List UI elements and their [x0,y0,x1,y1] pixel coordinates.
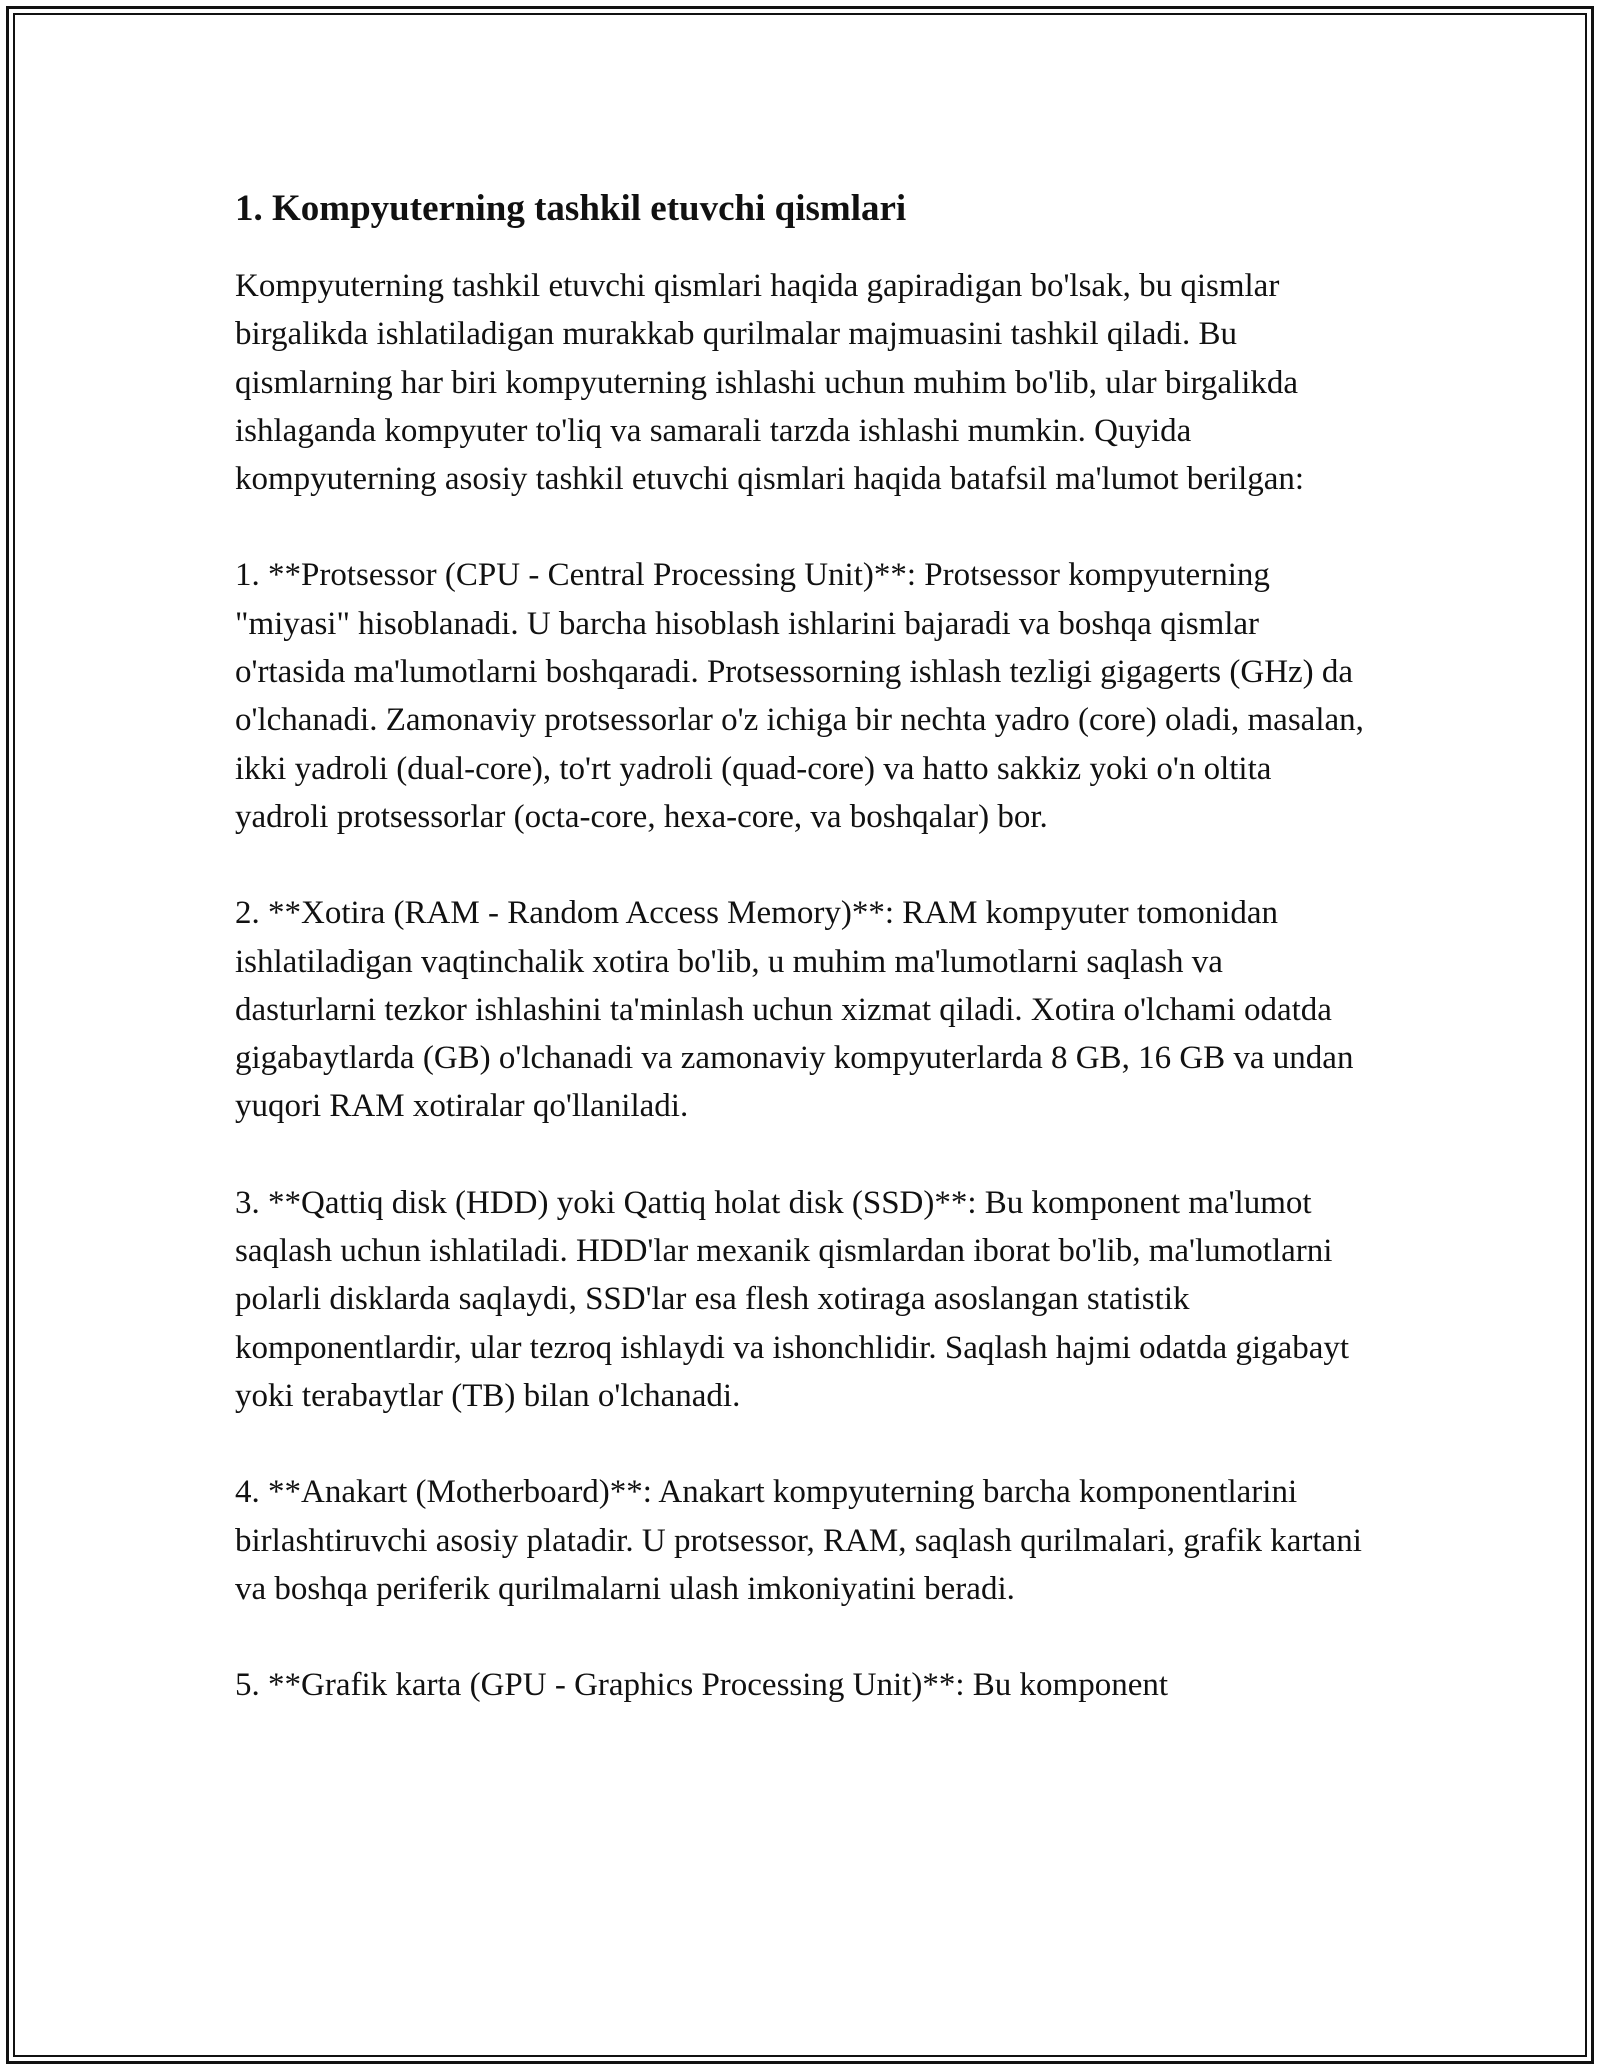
section-heading: 1. Kompyuterning tashkil etuvchi qismlari [235,188,907,229]
paragraph-motherboard: 4. **Anakart (Motherboard)**: Anakart kompyuterning barcha komponentlarini birlashtiruvchi asosiy platadir. U protsessor, RAM, saqlash qurilmalari, grafik kartani va boshqa periferik qurilmalarni ulash imkoniyatini beradi. [235,1474,1362,1607]
paragraph-ram: 2. **Xotira (RAM - Random Access Memory)**: RAM kompyuter tomonidan ishlatiladigan vaqtinchalik xotira bo'lib, u muhim ma'lumotlarni saqlash va dasturlarni tezkor ishlashini ta'minlash uchun xizmat qiladi. Xotira o'lchami odatda gigabaytlarda (GB) o'lchanadi va zamonaviy kompyuterlarda 8 GB, 16 GB va undan yuqori RAM xotiralar qo'llaniladi. [235,895,1354,1125]
paragraph-storage: 3. **Qattiq disk (HDD) yoki Qattiq holat disk (SSD)**: Bu komponent ma'lumot saqlash uchun ishlatiladi. HDD'lar mexanik qismlardan iborat bo'lib, ma'lumotlarni polarli disklarda saqlaydi, SSD'lar esa flesh xotiraga asoslangan statistik komponentlardir, ular tezroq ishlaydi va ishonchlidir. Saqlash hajmi odatda gigabayt yoki terabaytlar (TB) bilan o'lchanadi. [235,1184,1350,1414]
intro-paragraph: Kompyuterning tashkil etuvchi qismlari haqida gapiradigan bo'lsak, bu qismlar birgalikda ishlatiladigan murakkab qurilmalar majmuasini tashkil qiladi. Bu qismlarning har biri kompyuterning ishlashi uchun muhim bo'lib, ular birgalikda ishlaganda kompyuter to'liq va samarali tarzda ishlashi mumkin. Quyida kompyuterning asosiy tashkil etuvchi qismlari haqida batafsil ma'lumot berilgan: [235,268,1305,498]
document-body [235,184,1370,1709]
paragraph-cpu: 1. **Protsessor (CPU - Central Processing Unit)**: Protsessor kompyuterning "miyasi" hisoblanadi. U barcha hisoblash ishlarini bajaradi va boshqa qismlar o'rtasida ma'lumotlarni boshqaradi. Protsessorning ishlash tezligi gigagerts (GHz) da o'lchanadi. Zamonaviy protsessorlar o'z ichiga bir nechta yadro (core) oladi, masalan, ikki yadroli (dual-core), to'rt yadroli (quad-core) va hatto sakkiz yoki o'n oltita yadroli protsessorlar (octa-core, hexa-core, va boshqalar) bor. [235,557,1364,835]
paragraph-gpu: 5. **Grafik karta (GPU - Graphics Processing Unit)**: Bu komponent [235,1667,1169,1704]
